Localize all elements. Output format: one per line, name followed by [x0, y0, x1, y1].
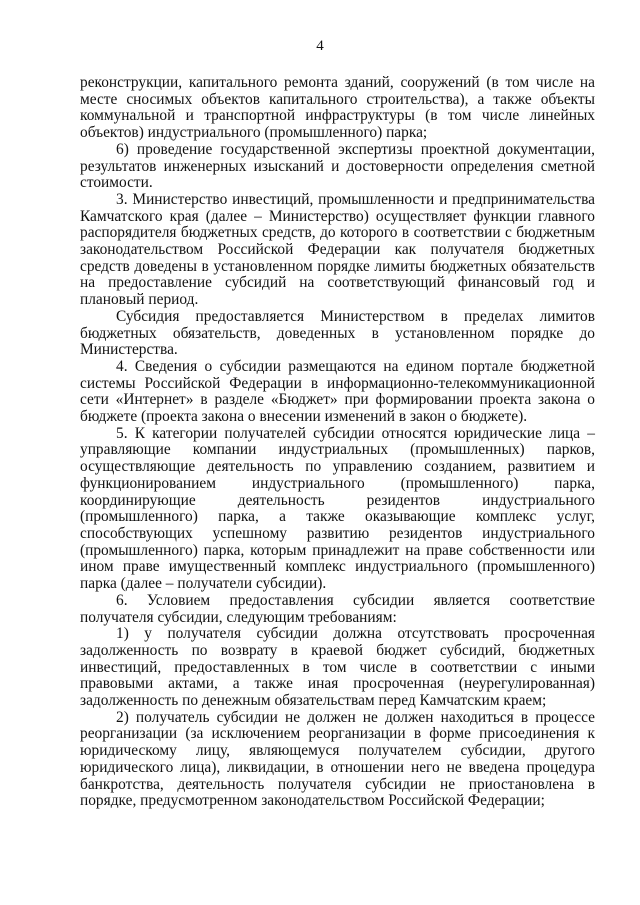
paragraph-subsidy-provision: Субсидия предоставляется Министерством в пределах лимитов бюджетных обязательств, доведенных в установленном порядке до Министерства. — [80, 307, 595, 359]
paragraph-requirement-2: 2) получатель субсидии не должен не должен находиться в процессе реорганизации (за исключением реорганизации в форме присоединения к юридическому лицу, являющемуся получателем субсидии, другого юридического лица), ликвидации, в отношении него не введена процедура банкротства, деятельность получателя субсидии не приостановлена в порядке, предусмотренном законодательством Российской Федерации; — [80, 708, 595, 810]
paragraph-continuation: реконструкции, капитального ремонта зданий, сооружений (в том числе на месте сносимых объектов капитального строительства), а также объекты коммунальной и транспортной инфраструктуры (в том числе линейных объектов) индустриального (промышленного) парка; — [80, 74, 595, 142]
paragraph-clause-3: 3. Министерство инвестиций, промышленности и предпринимательства Камчатского края (далее – Министерство) осуществляет функции главного распорядителя бюджетных средств, до которого в соответствии с бюджетным законодательством Российской Федерации как получателя бюджетных средств доведены в установленном порядке лимиты бюджетных обязательств на предоставление субсидий на соответствующий финансовый год и плановый период. — [80, 190, 595, 309]
paragraph-clause-6: 6. Условием предоставления субсидии является соответствие получателя субсидии, следующим требованиям: — [80, 591, 595, 626]
paragraph-clause-4: 4. Сведения о субсидии размещаются на едином портале бюджетной системы Российской Федерации в информационно-телекоммуникационной сети «Интернет» в разделе «Бюджет» при формировании проекта закона о бюджете (проекта закона о внесении изменений в закон о бюджете). — [80, 357, 595, 426]
paragraph-requirement-1: 1) у получателя субсидии должна отсутствовать просроченная задолженность по возврату в краевой бюджет субсидий, бюджетных инвестиций, предоставленных в том числе в соответствии с иными правовыми актами, а также иная просроченная (неурегулированная) задолженность по денежным обязательствам перед Камчатским краем; — [80, 625, 595, 710]
document-body — [80, 75, 595, 810]
page-number: 4 — [316, 38, 324, 54]
paragraph-item-6: 6) проведение государственной экспертизы проектной документации, результатов инженерных изысканий и достоверности определения сметной стоимости. — [80, 140, 595, 192]
paragraph-clause-5: 5. К категории получателей субсидии относятся юридические лица – управляющие компании индустриальных (промышленных) парков, осуществляющие деятельность по управлению созданием, развитием и функционированием индустриального (промышленного) парка, координирующие деятельность резидентов индустриального (промышленного) парка, а также оказывающие комплекс услуг, способствующих успешному развитию резидентов индустриального (промышленного) парка, которым принадлежит на праве собственности или ином праве имущественный комплекс индустриального (промышленного) парка (далее – получатели субсидии). — [80, 424, 595, 593]
